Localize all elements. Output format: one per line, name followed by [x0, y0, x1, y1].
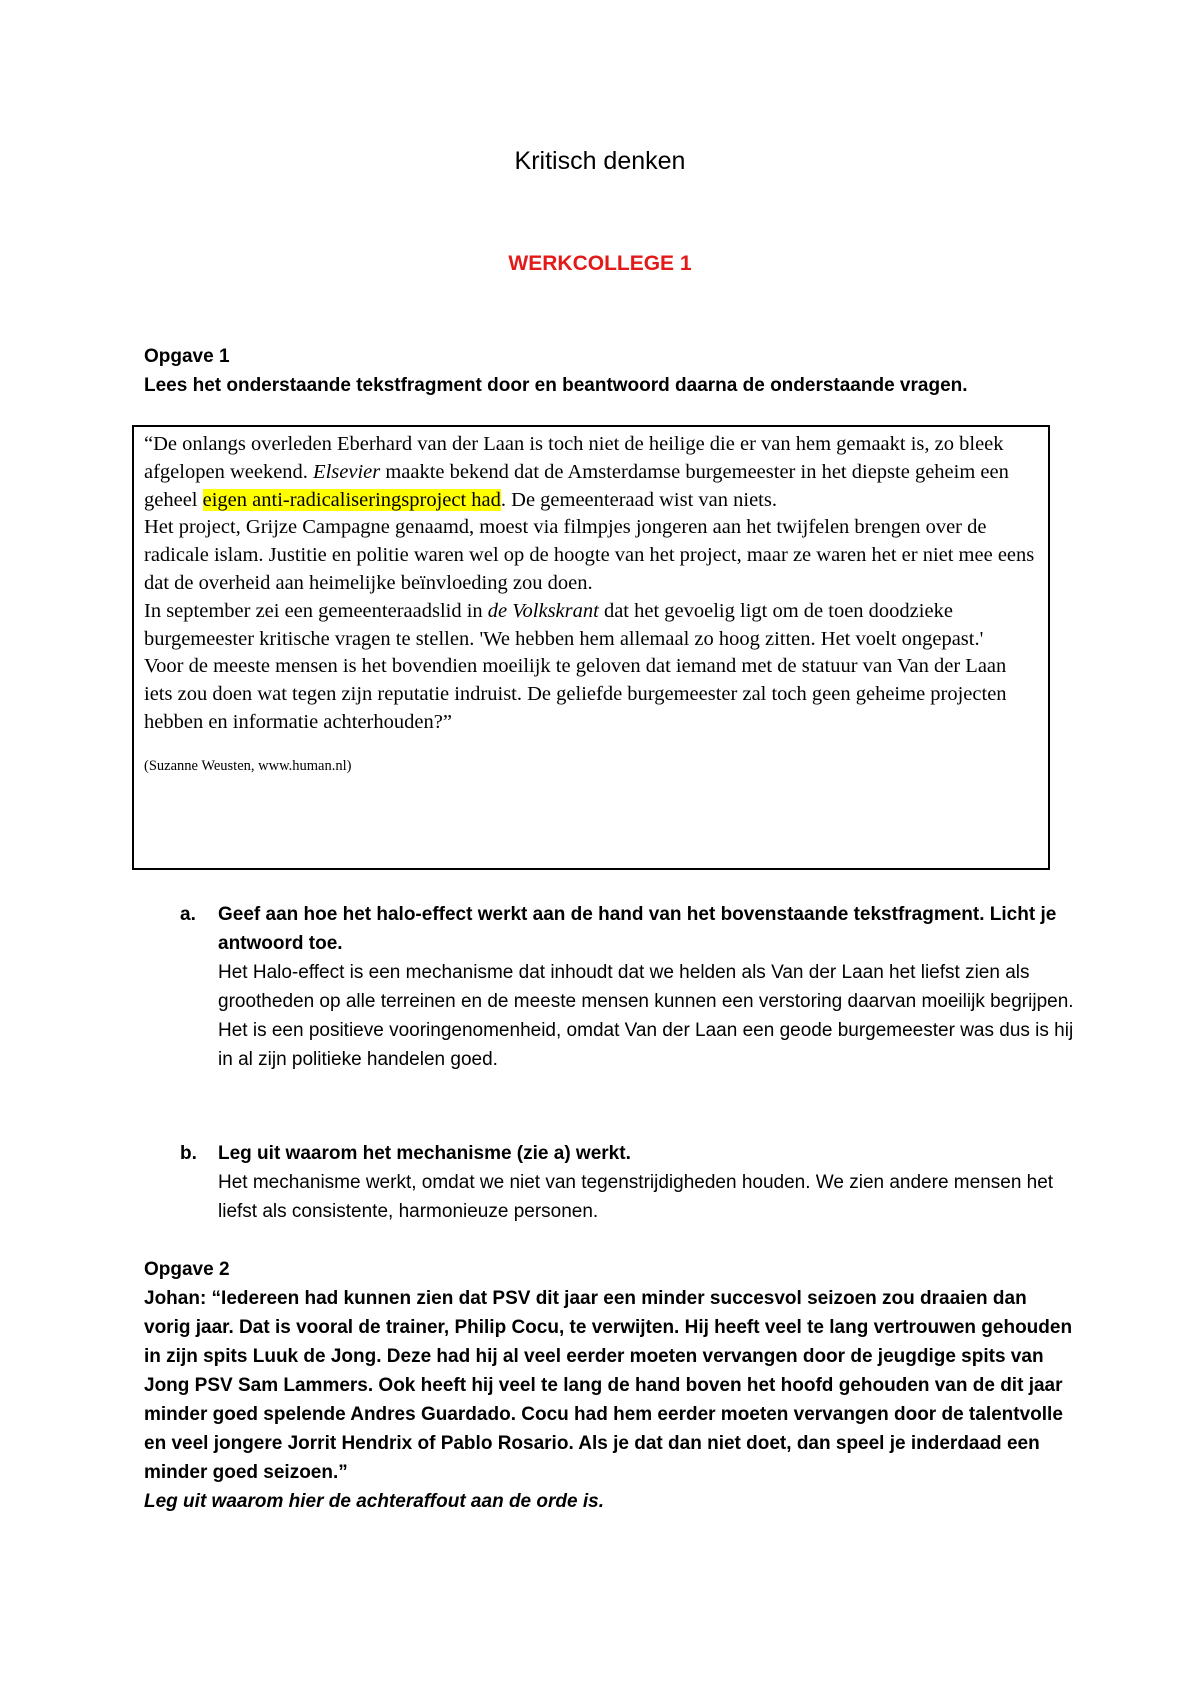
quote-box	[132, 425, 1050, 870]
quote-paragraph-2: Het project, Grijze Campagne genaamd, moest via filmpjes jongeren aan het twijfelen brengen over de radicale islam. Justitie en politie waren wel op de hoogte van het project, maar ze waren het er niet mee eens dat de overheid aan heimelijke beïnvloeding zou doen.	[144, 516, 1035, 594]
quote-text: “De onlangs overleden Eberhard van der Laan is toch niet de heilige die er van hem gemaakt is, zo bleek afgelopen weekend.	[144, 433, 1004, 483]
opgave-1-heading: Opgave 1	[144, 346, 230, 367]
quote-text: In september zei een gemeenteraadslid in	[144, 599, 488, 622]
answer-text: Het Halo-effect is een mechanisme dat inhoudt dat we helden als Van der Laan het liefst zien als grootheden op alle terreinen en de meeste mensen kunnen een verstoring daarvan moeilijk begrijpen. Het is een positieve vooringenomenheid, omdat Van der Laan een geode burgemeester was dus is hij in al zijn politieke handelen goed.	[218, 962, 1074, 1070]
question-text: Leg uit waarom het mechanisme (zie a) werkt.	[218, 1143, 631, 1164]
opgave-2-task: Leg uit waarom hier de achteraffout aan de orde is.	[144, 1491, 604, 1512]
list-item	[144, 1139, 1074, 1226]
question-a	[144, 900, 1074, 1074]
quote-text: dat het gevoelig ligt om de toen doodzieke burgemeester kritische vragen te stellen. 'We hebben hem allemaal zo hoog zitten. Het voelt ongepast.'	[144, 599, 984, 650]
question-letter: b.	[180, 1143, 197, 1164]
quote-source: (Suzanne Weusten, www.human.nl)	[144, 757, 352, 774]
quote-italic-source: de Volkskrant	[487, 599, 599, 622]
answer-text: Het mechanisme werkt, omdat we niet van tegenstrijdigheden houden. We zien andere mensen het liefst als consistente, harmonieuze personen.	[218, 1172, 1054, 1222]
quote-paragraph-4: Voor de meeste mensen is het bovendien moeilijk te geloven dat iemand met de statuur van Van der Laan iets zou doen wat tegen zijn reputatie indruist. De geliefde burgemeester zal toch geen geheime projecten hebben en informatie achterhouden?”	[144, 655, 1007, 733]
list-item	[144, 900, 1074, 1074]
document-subtitle: WERKCOLLEGE 1	[508, 252, 692, 275]
quote-highlight: eigen anti-radicaliseringsproject had	[202, 488, 501, 511]
question-letter: a.	[180, 904, 196, 925]
question-b	[144, 1139, 1074, 1226]
quote-paragraph-1	[144, 431, 1038, 514]
question-text: Geef aan hoe het halo-effect werkt aan de hand van het bovenstaande tekstfragment. Licht je antwoord toe.	[218, 904, 1057, 954]
quote-italic-source: Elsevier	[313, 460, 381, 483]
opgave-1-section	[144, 342, 1084, 400]
opgave-2-statement: Johan: “Iedereen had kunnen zien dat PSV dit jaar een minder succesvol seizoen zou draaien dan vorig jaar. Dat is vooral de trainer, Philip Cocu, te verwijten. Hij heeft veel te lang vertrouwen gehouden in zijn spits Luuk de Jong. Deze had hij al veel eerder moeten vervangen door de jeugdige spits van Jong PSV Sam Lammers. Ook heeft hij veel te lang de hand boven het hoofd gehouden van de dit jaar minder goed spelende Andres Guardado. Cocu had hem eerder moeten vervangen door de talentvolle en veel jongere Jorrit Hendrix of Pablo Rosario. Als je dat dan niet doet, dan speel je inderdaad een minder goed seizoen.”	[144, 1288, 1073, 1483]
quote-text: . De gemeenteraad wist van niets.	[500, 488, 777, 511]
quote-paragraph-3	[144, 598, 1038, 654]
opgave-2-heading: Opgave 2	[144, 1259, 230, 1280]
opgave-2-section	[144, 1255, 1074, 1516]
quote-text: maakte bekend dat de Amsterdamse burgemeester in het diepste geheim een geheel	[144, 460, 1009, 511]
opgave-1-instruction: Lees het onderstaande tekstfragment door en beantwoord daarna de onderstaande vragen.	[144, 375, 968, 396]
document-title: Kritisch denken	[514, 147, 686, 175]
